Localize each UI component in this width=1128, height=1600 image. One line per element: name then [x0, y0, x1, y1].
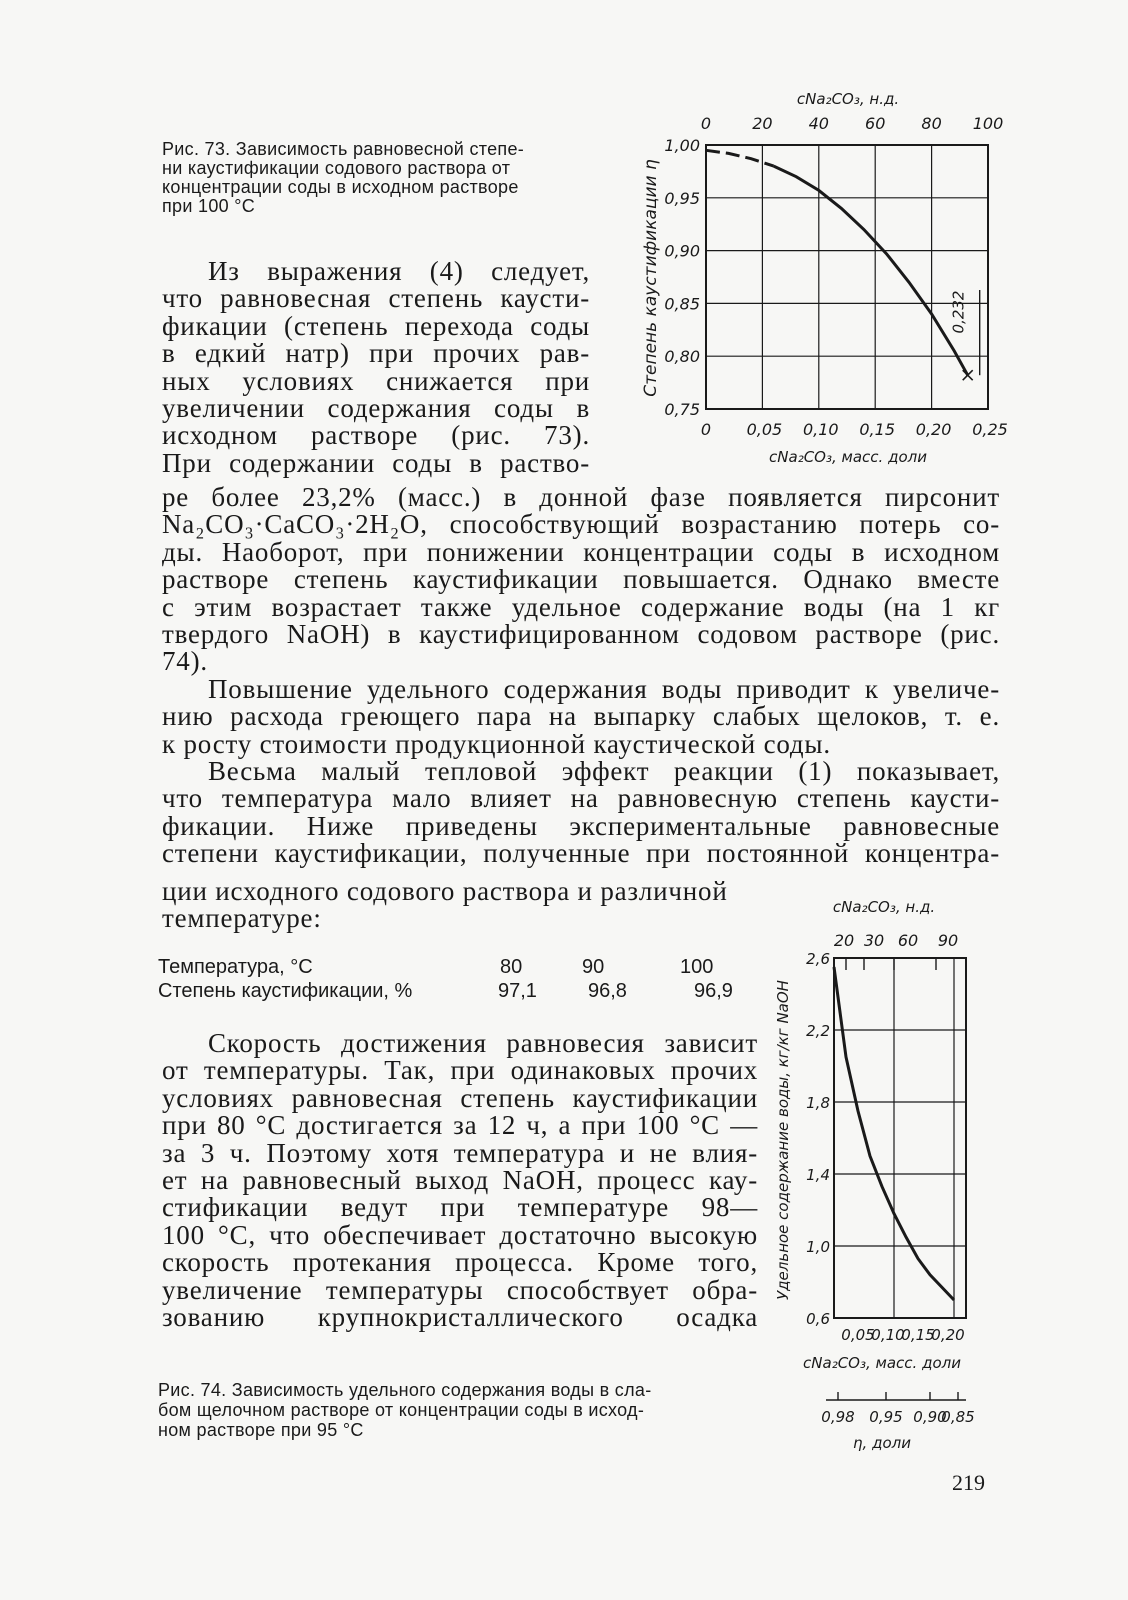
fig73-x-tick: 0,15 [859, 420, 896, 439]
text-line: ции исходного содового раствора и различной [162, 876, 728, 906]
fig73-x-tick: 0,25 [972, 420, 1008, 439]
fig73-x-tick: 0 [700, 420, 712, 439]
fig73-y-axis-label: Степень каустификации η [641, 159, 661, 397]
fig73-x-tick: 0,10 [802, 420, 839, 439]
fig74-eta-tick: 0,95 [869, 1408, 903, 1426]
fig74-y-axis-label: Удельное содержание воды, кг/кг NaOH [774, 980, 792, 1300]
text-line: скорость протекания процесса. Кроме того, [162, 1247, 758, 1278]
fig74-y-tick: 2,2 [806, 1022, 830, 1040]
fig74-eta-tick: 0,90 [913, 1408, 947, 1426]
row-label: Температура, °С [158, 956, 313, 978]
fig73-x-tick: 0,05 [746, 420, 783, 439]
text-line: Скорость достижения равновесия зависит [208, 1028, 758, 1058]
text-line: растворе степень каустификации повышается. Однако вместе [162, 564, 1000, 595]
fig73-top-axis-label: cNa₂CO₃, н.д. [796, 90, 900, 108]
fig73-curve-dashed [706, 150, 774, 166]
text-line: температуре: [162, 903, 322, 934]
fig73-y-tick: 0,75 [664, 400, 700, 419]
fig73-x-tick: 0,20 [915, 420, 952, 439]
text-line: стификации ведут при температуре 98— [162, 1192, 758, 1223]
text-line: от температуры. Так, при одинаковых прочих [162, 1055, 758, 1086]
text-line: увеличение температуры способствует обра- [162, 1274, 758, 1305]
fig74-top-tick: 20 [833, 931, 855, 950]
text-line: фикации. Ниже приведены экспериментальные равновесные [162, 810, 1000, 841]
fig73-annotation: 0,232 [949, 290, 968, 334]
text-line: ре более 23,2% (масс.) в донной фазе появляется пирсонит [162, 482, 1000, 512]
text-line: При содержании соды в раство- [162, 447, 590, 478]
text-line: с этим возрастает также удельное содержание воды (на 1 кг [162, 591, 1000, 622]
text-line: 74). [162, 646, 208, 677]
fig74-plot-frame [834, 958, 966, 1318]
fig73-top-tick: 40 [808, 114, 829, 133]
fig74-x-tick: 0,10 [871, 1326, 905, 1344]
fig73-caption-line: концентрации соды в исходном растворе [162, 177, 519, 197]
fig73-y-tick: 1,00 [664, 136, 700, 155]
fig74-bottom-axis-label: cNa₂CO₃, масс. доли [803, 1354, 961, 1372]
table-cell: 100 [680, 956, 714, 978]
text-line: ных условиях снижается при [162, 365, 590, 396]
table-cell: 96,8 [588, 980, 627, 1002]
fig73-top-tick: 60 [865, 114, 886, 133]
fig74-eta-tick: 0,98 [821, 1408, 855, 1426]
text-line: условиях равновесная степень каустификации [162, 1082, 758, 1113]
text-line: Из выражения (4) следует, [208, 256, 590, 286]
fig73-bottom-axis-label: cNa₂CO₃, масс. доли [769, 448, 927, 466]
text-line: фикации (степень перехода соды [162, 310, 590, 341]
fig74-x-tick: 0,05 [841, 1326, 875, 1344]
fig74-eta-tick: 0,85 [941, 1408, 975, 1426]
fig74-y-tick: 1,0 [806, 1238, 830, 1256]
text-line: Повышение удельного содержания воды приводит к увеличе- [208, 673, 1000, 704]
text-line: что равновесная степень каусти- [162, 283, 590, 314]
page-number: 219 [952, 1470, 985, 1495]
text-line: Весьма малый тепловой эффект реакции (1) показывает, [208, 756, 1000, 787]
text-line: Na₂CO₃·CaCO₃·2H₂O, способствующий возрастанию потерь со- [162, 509, 1000, 540]
fig73-caption-line: ни каустификации содового раствора от [162, 158, 511, 178]
text-line: исходном растворе (рис. 73). [162, 420, 590, 451]
row-label: Степень каустификации, % [158, 980, 413, 1002]
fig74-eta-label: η, доли [853, 1434, 911, 1452]
fig74-top-tick: 90 [937, 931, 959, 950]
fig73-top-tick: 0 [700, 114, 712, 133]
text-line: при 80 °С достигается за 12 ч, а при 100 °С — [162, 1110, 758, 1141]
table-cell: 97,1 [498, 980, 537, 1002]
fig73-y-tick: 0,90 [664, 241, 700, 261]
fig73-top-tick: 80 [921, 114, 942, 133]
text-line: 100 °С, что обеспечивает достаточно высокую [162, 1219, 758, 1250]
fig74-top-tick: 60 [897, 931, 919, 950]
fig73-caption-line: Рис. 73. Зависимость равновесной степе- [162, 139, 525, 159]
text-line: твердого NaOH) в каустифицированном содовом растворе (рис. [162, 619, 1000, 650]
fig74-x-tick: 0,15 [901, 1326, 935, 1344]
text-line: увеличении содержания соды в [162, 393, 590, 424]
fig74-y-tick: 2,6 [806, 950, 830, 968]
fig74-y-tick: 1,4 [806, 1166, 830, 1184]
text-line: в едкий натр) при прочих рав- [162, 338, 590, 369]
text-line: нию расхода греющего пара на выпарку слабых щелоков, т. е. [162, 701, 1000, 732]
text-line: за 3 ч. Поэтому хотя температура и не влия- [162, 1137, 758, 1168]
table-cell: 80 [500, 956, 523, 978]
fig74-caption-line: ном растворе при 95 °С [158, 1420, 364, 1440]
fig74-caption-line: Рис. 74. Зависимость удельного содержания воды в сла- [158, 1380, 652, 1400]
fig73-end-marker [963, 370, 973, 380]
fig74-top-axis-label: cNa₂CO₃, н.д. [832, 898, 936, 916]
fig74-y-tick: 1,8 [806, 1094, 830, 1112]
fig73-caption-line: при 100 °С [162, 196, 256, 216]
fig73-top-tick: 100 [972, 114, 1004, 133]
text-line: к росту стоимости продукционной каустической соды. [162, 728, 831, 759]
fig73-y-tick: 0,95 [664, 188, 700, 208]
fig73-top-tick: 20 [752, 114, 773, 133]
text-line: ды. Наоборот, при понижении концентрации соды в исходном [162, 536, 1000, 567]
fig74-top-tick: 30 [863, 931, 885, 950]
fig73-plot-frame [706, 145, 988, 409]
text-line: что температура мало влияет на равновесную степень каусти- [162, 783, 1000, 814]
text-line: ет на равновесный выход NaOH, процесс кау- [162, 1165, 758, 1196]
fig74-x-tick: 0,20 [931, 1326, 965, 1344]
table-cell: 96,9 [694, 980, 733, 1002]
fig73-y-tick: 0,85 [664, 294, 700, 314]
fig74-caption-line: бом щелочном растворе от концентрации соды в исход- [158, 1400, 645, 1420]
text-line: зованию крупнокристаллического осадка [162, 1302, 758, 1333]
fig74-y-tick: 0,6 [806, 1310, 830, 1328]
table-cell: 90 [582, 956, 605, 978]
fig73-y-tick: 0,80 [664, 347, 700, 367]
text-line: степени каустификации, полученные при постоянной концентра- [162, 838, 1000, 869]
